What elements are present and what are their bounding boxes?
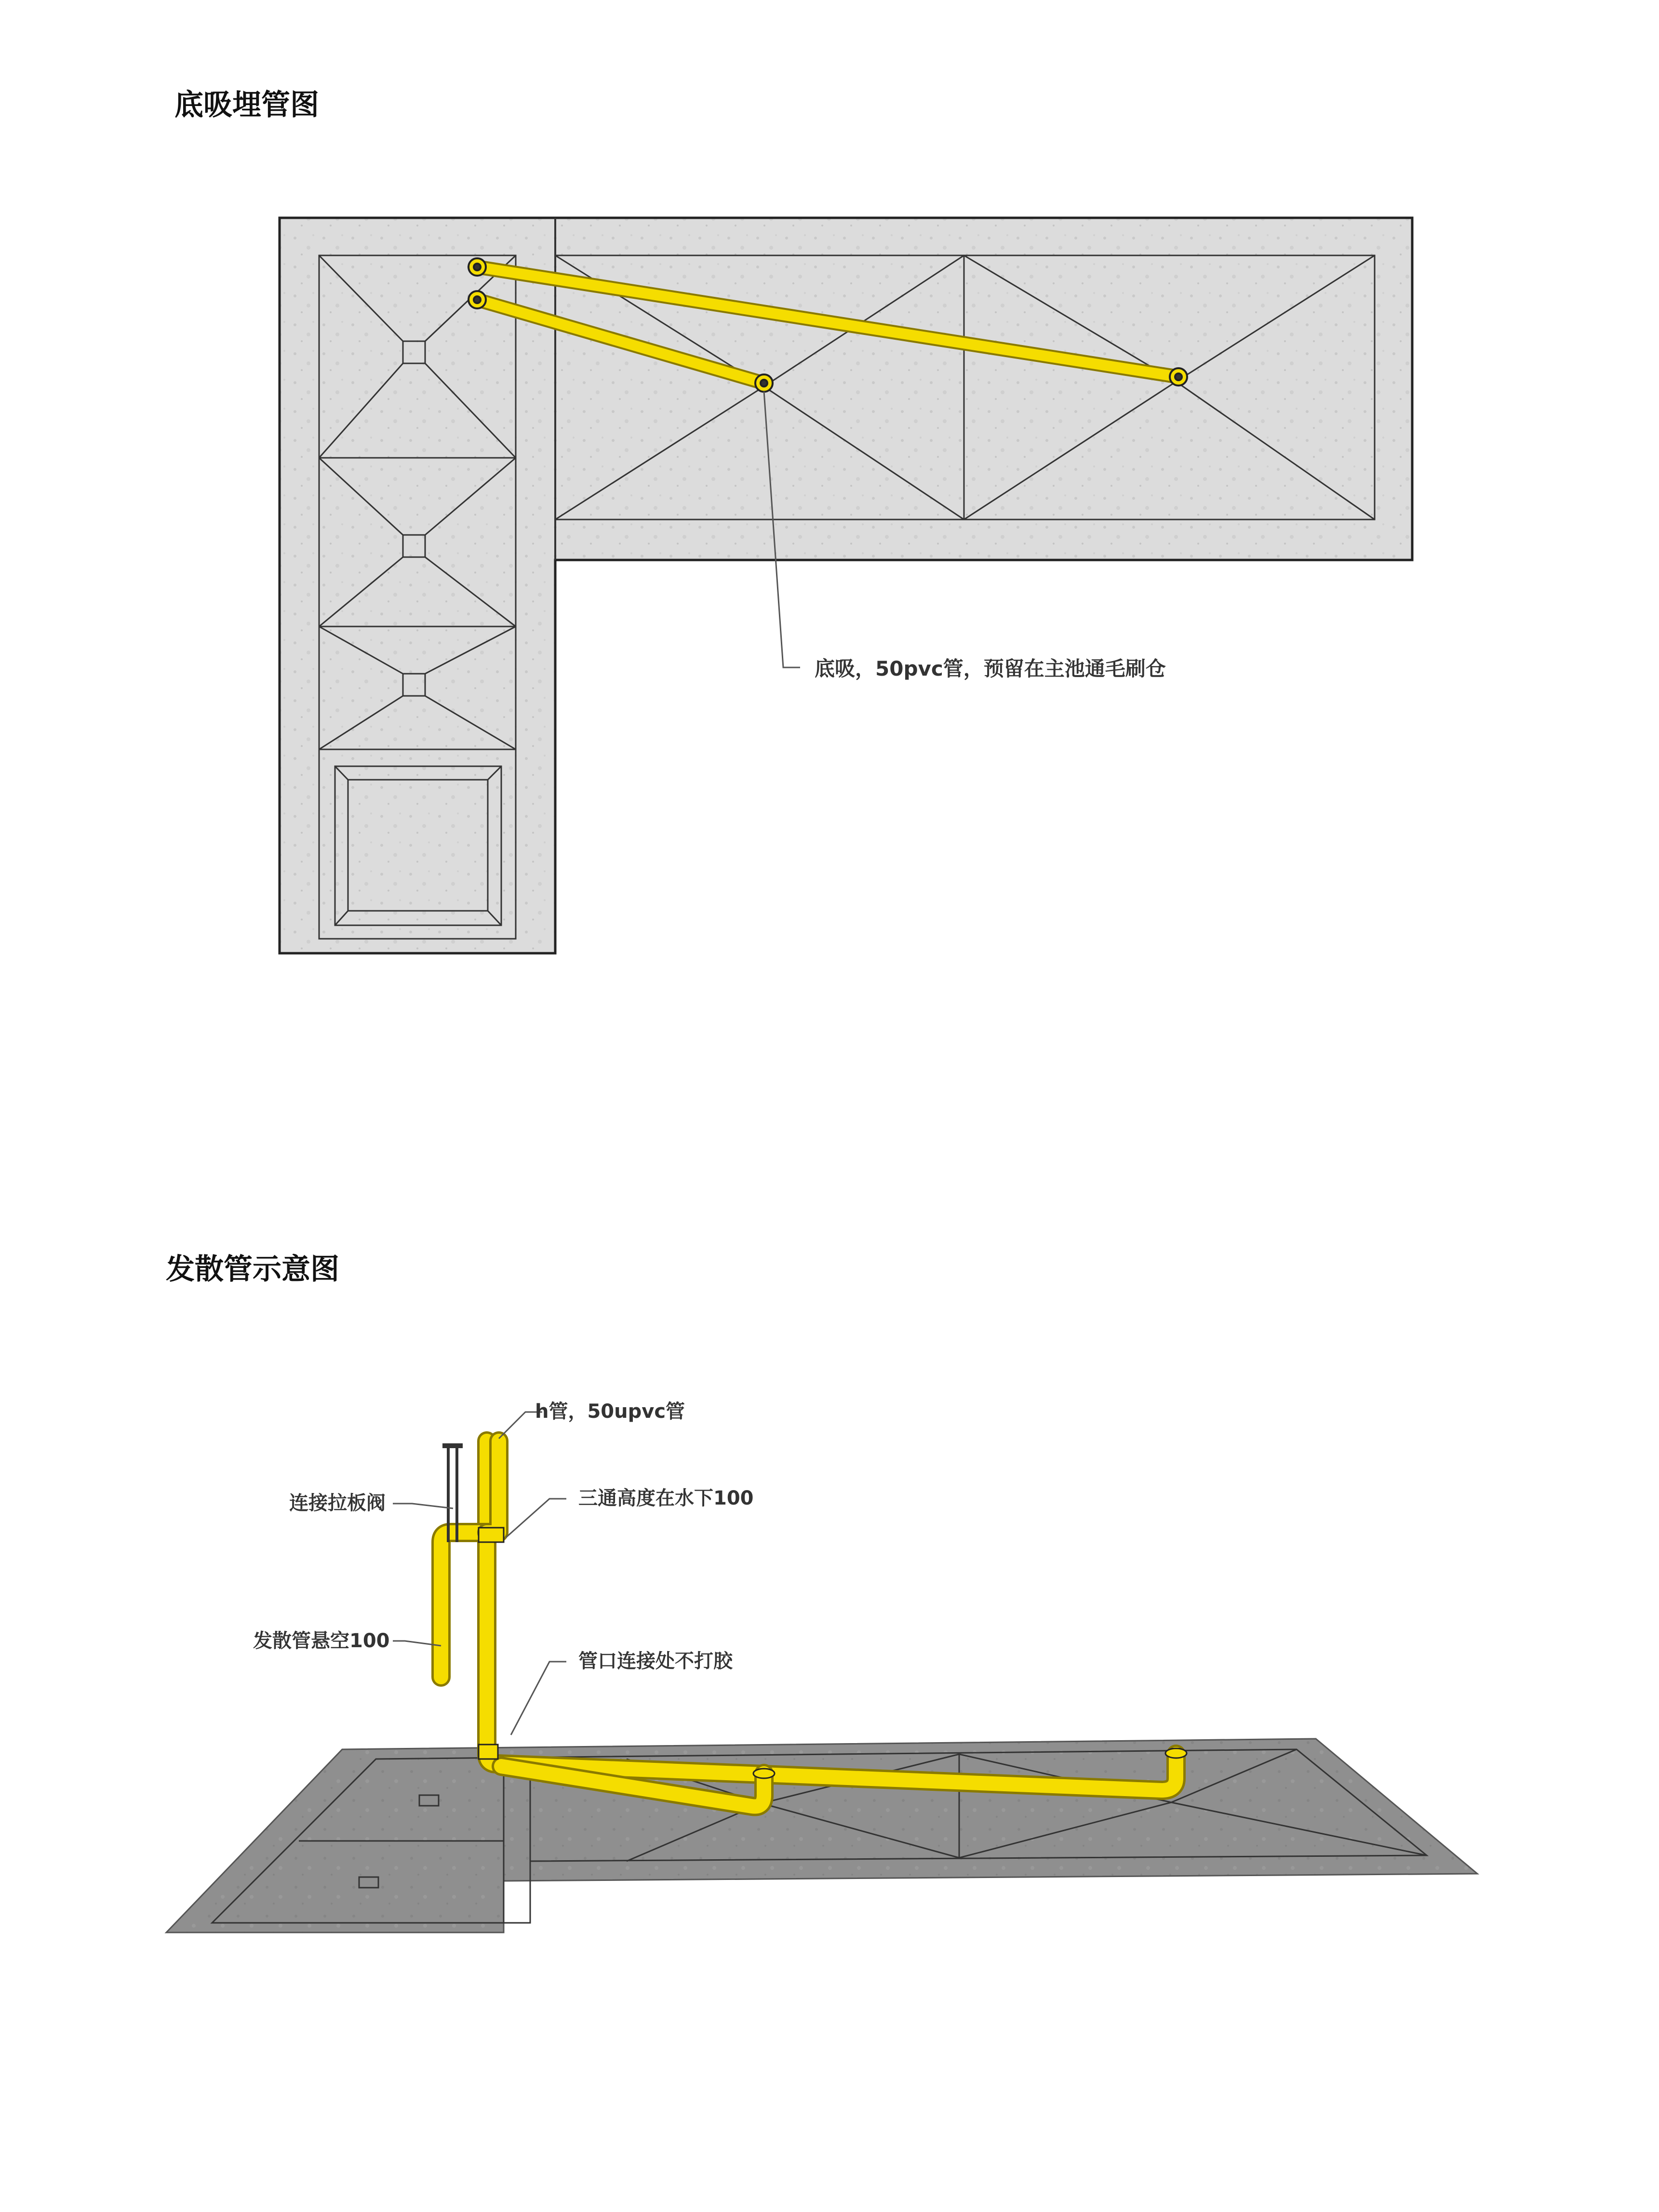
tee-annotation: 三通高度在水下100 — [578, 1487, 754, 1509]
diffuser-view — [166, 1400, 1477, 1932]
diffuser-title: 发散管示意图 — [166, 1253, 339, 1286]
plan-view — [280, 218, 1412, 953]
plan-annotation: 底吸，50pvc管，预留在主池通毛刷仓 — [815, 657, 1166, 680]
h-pipe-annotation: h管，50upvc管 — [535, 1400, 685, 1423]
joint-annotation: 管口连接处不打胶 — [578, 1650, 733, 1672]
suspend-annotation: 发散管悬空100 — [253, 1630, 390, 1652]
plan-title: 底吸埋管图 — [174, 88, 319, 122]
valve-annotation: 连接拉板阀 — [289, 1492, 386, 1514]
